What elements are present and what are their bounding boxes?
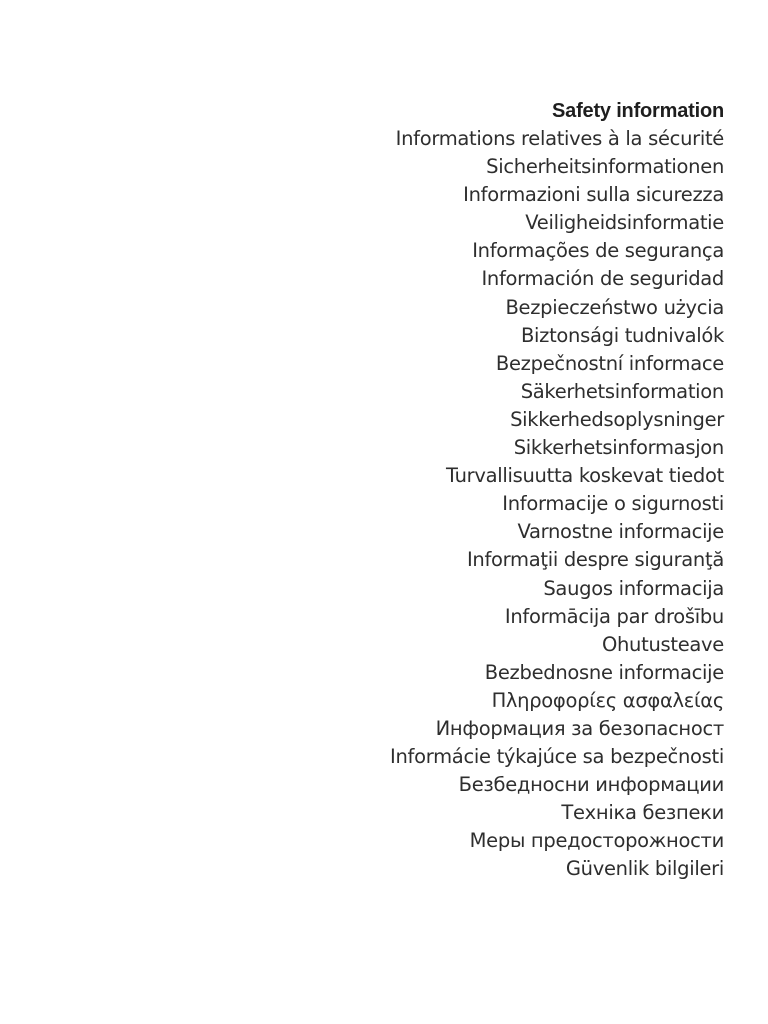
title-bulgarian: Информация за безопасност bbox=[435, 716, 724, 740]
title-turkish: Güvenlik bilgileri bbox=[565, 857, 724, 881]
safety-title-block bbox=[324, 97, 724, 884]
title-polish: Bezpieczeństwo użycia bbox=[505, 295, 724, 319]
title-russian: Меры предосторожности bbox=[469, 829, 724, 853]
title-hungarian: Biztonsági tudnivalók bbox=[520, 323, 724, 347]
title-ukrainian: Техніка безпеки bbox=[561, 801, 724, 825]
title-serbian-latin: Bezbednosne informacije bbox=[484, 660, 724, 684]
title-czech: Bezpečnostní informace bbox=[495, 351, 724, 375]
title-lithuanian: Saugos informacija bbox=[543, 576, 724, 600]
title-romanian: Informaţii despre siguranţă bbox=[466, 548, 724, 572]
title-german: Sicherheitsinformationen bbox=[486, 155, 724, 179]
title-finnish: Turvallisuutta koskevat tiedot bbox=[445, 464, 724, 488]
title-slovak: Informácie týkajúce sa bezpečnosti bbox=[390, 745, 724, 769]
title-danish: Sikkerhedsoplysninger bbox=[510, 407, 724, 431]
title-spanish: Información de seguridad bbox=[481, 267, 724, 291]
title-swedish: Säkerhetsinformation bbox=[520, 379, 724, 403]
page-title: Safety information bbox=[552, 100, 724, 122]
title-estonian: Ohutusteave bbox=[601, 632, 724, 656]
title-macedonian: Безбедносни информации bbox=[458, 773, 724, 797]
title-italian: Informazioni sulla sicurezza bbox=[463, 183, 724, 207]
title-french: Informations relatives à la sécurité bbox=[395, 127, 724, 150]
title-croatian: Informacije o sigurnosti bbox=[502, 492, 724, 516]
title-slovenian: Varnostne informacije bbox=[517, 520, 724, 544]
title-latvian: Informācija par drošību bbox=[504, 604, 724, 628]
title-greek: Πληροφορίες ασφαλείας bbox=[491, 688, 724, 712]
translated-titles-list bbox=[324, 125, 724, 884]
title-portuguese: Informações de segurança bbox=[472, 239, 724, 263]
title-dutch: Veiligheidsinformatie bbox=[525, 211, 724, 235]
title-norwegian: Sikkerhetsinformasjon bbox=[513, 436, 724, 460]
